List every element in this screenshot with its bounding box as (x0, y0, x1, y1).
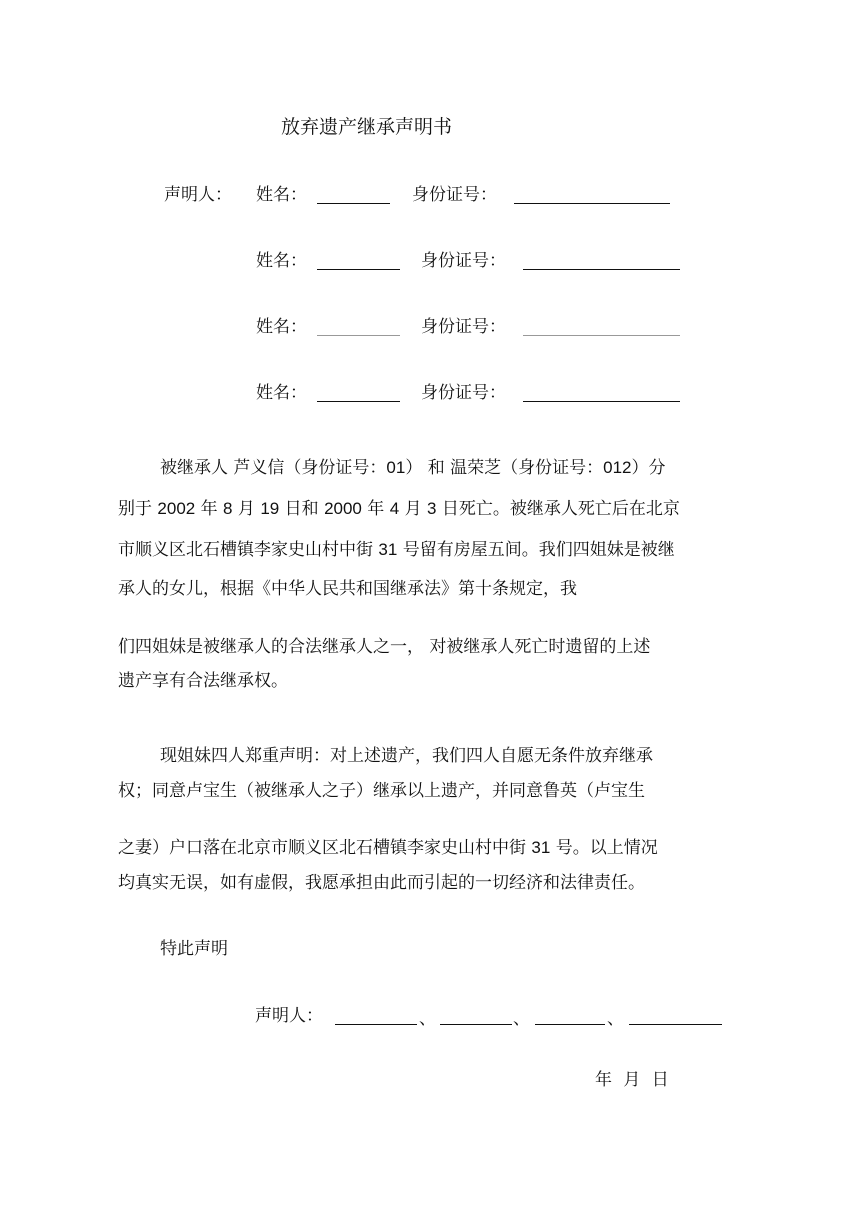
date-number: 19 (260, 499, 280, 518)
paragraph-line: 遗产享有合法继承权。 (118, 671, 288, 691)
text-segment: 号。以上情况 (555, 838, 658, 858)
id-field[interactable] (523, 269, 680, 270)
text-segment: 别于 (118, 499, 152, 519)
text-segment: 年 (200, 499, 218, 519)
paragraph-line (118, 837, 658, 859)
paragraph-line: 现姐妹四人郑重声明：对上述遗产，我们四人自愿无条件放弃继承 (160, 746, 653, 766)
id-label: 身份证号： (421, 383, 506, 403)
name-label: 姓名： (256, 185, 307, 205)
date-number: 2002 (157, 499, 196, 518)
id-label: 身份证号： (421, 251, 506, 271)
paragraph-line: 均真实无误，如有虚假，我愿承担由此而引起的一切经济和法律责任。 (118, 873, 645, 893)
signature-separator: 、 (513, 1009, 530, 1029)
text-segment: 月 (237, 499, 255, 519)
name-label: 姓名： (256, 251, 307, 271)
date-number: 3 (426, 499, 437, 518)
text-segment: 被继承人 芦义信（身份证号： (160, 458, 387, 478)
id-field[interactable] (523, 401, 680, 402)
declarant-label: 声明人： (164, 185, 232, 205)
name-field[interactable] (317, 335, 400, 336)
text-segment: 月 (404, 499, 422, 519)
paragraph-line (118, 539, 675, 561)
date-number: 8 (223, 499, 233, 518)
text-segment: 日死亡。被继承人死亡后在北京 (441, 499, 680, 519)
signature-separator: 、 (419, 1009, 436, 1029)
signature-date: 年 月 日 (595, 1070, 672, 1090)
signature-field[interactable] (335, 1024, 417, 1025)
date-number: 2000 (324, 499, 362, 518)
signature-separator: 、 (607, 1009, 624, 1029)
id-field[interactable] (523, 335, 680, 336)
id-field[interactable] (514, 203, 670, 204)
id-number: 012 (603, 458, 632, 477)
paragraph-line (118, 498, 680, 520)
signature-field[interactable] (535, 1024, 605, 1025)
text-segment: 市顺义区北石槽镇李家史山村中街 (118, 540, 373, 560)
name-field[interactable] (317, 269, 400, 270)
id-label: 身份证号： (421, 317, 506, 337)
text-segment: 号留有房屋五间。我们四姐妹是被继 (402, 540, 675, 560)
paragraph-line (160, 457, 666, 479)
text-segment: 之妻）户口落在北京市顺义区北石槽镇李家史山村中街 (118, 838, 526, 858)
paragraph-line: 们四姐妹是被继承人的合法继承人之一， 对被继承人死亡时遗留的上述 (118, 637, 651, 657)
paragraph-line: 权；同意卢宝生（被继承人之子）继承以上遗产，并同意鲁英（卢宝生 (118, 781, 645, 801)
closing-statement: 特此声明 (160, 939, 228, 959)
signature-field[interactable] (440, 1024, 512, 1025)
signature-field[interactable] (629, 1024, 722, 1025)
date-number: 4 (389, 499, 400, 518)
signature-label: 声明人： (255, 1006, 323, 1026)
id-label: 身份证号： (412, 185, 497, 205)
paragraph-line: 承人的女儿，根据《中华人民共和国继承法》第十条规定，我 (118, 579, 577, 599)
text-segment: ） 和 温荣芝（身份证号： (405, 458, 604, 478)
id-number: 01 (386, 458, 406, 477)
document-title: 放弃遗产继承声明书 (281, 116, 453, 138)
address-number: 31 (531, 838, 551, 857)
name-field[interactable] (317, 203, 390, 204)
name-field[interactable] (317, 401, 400, 402)
name-label: 姓名： (256, 383, 307, 403)
name-label: 姓名： (256, 317, 307, 337)
text-segment: 日和 (284, 499, 319, 519)
text-segment: ）分 (631, 458, 666, 478)
address-number: 31 (378, 540, 398, 559)
text-segment: 年 (367, 499, 385, 519)
